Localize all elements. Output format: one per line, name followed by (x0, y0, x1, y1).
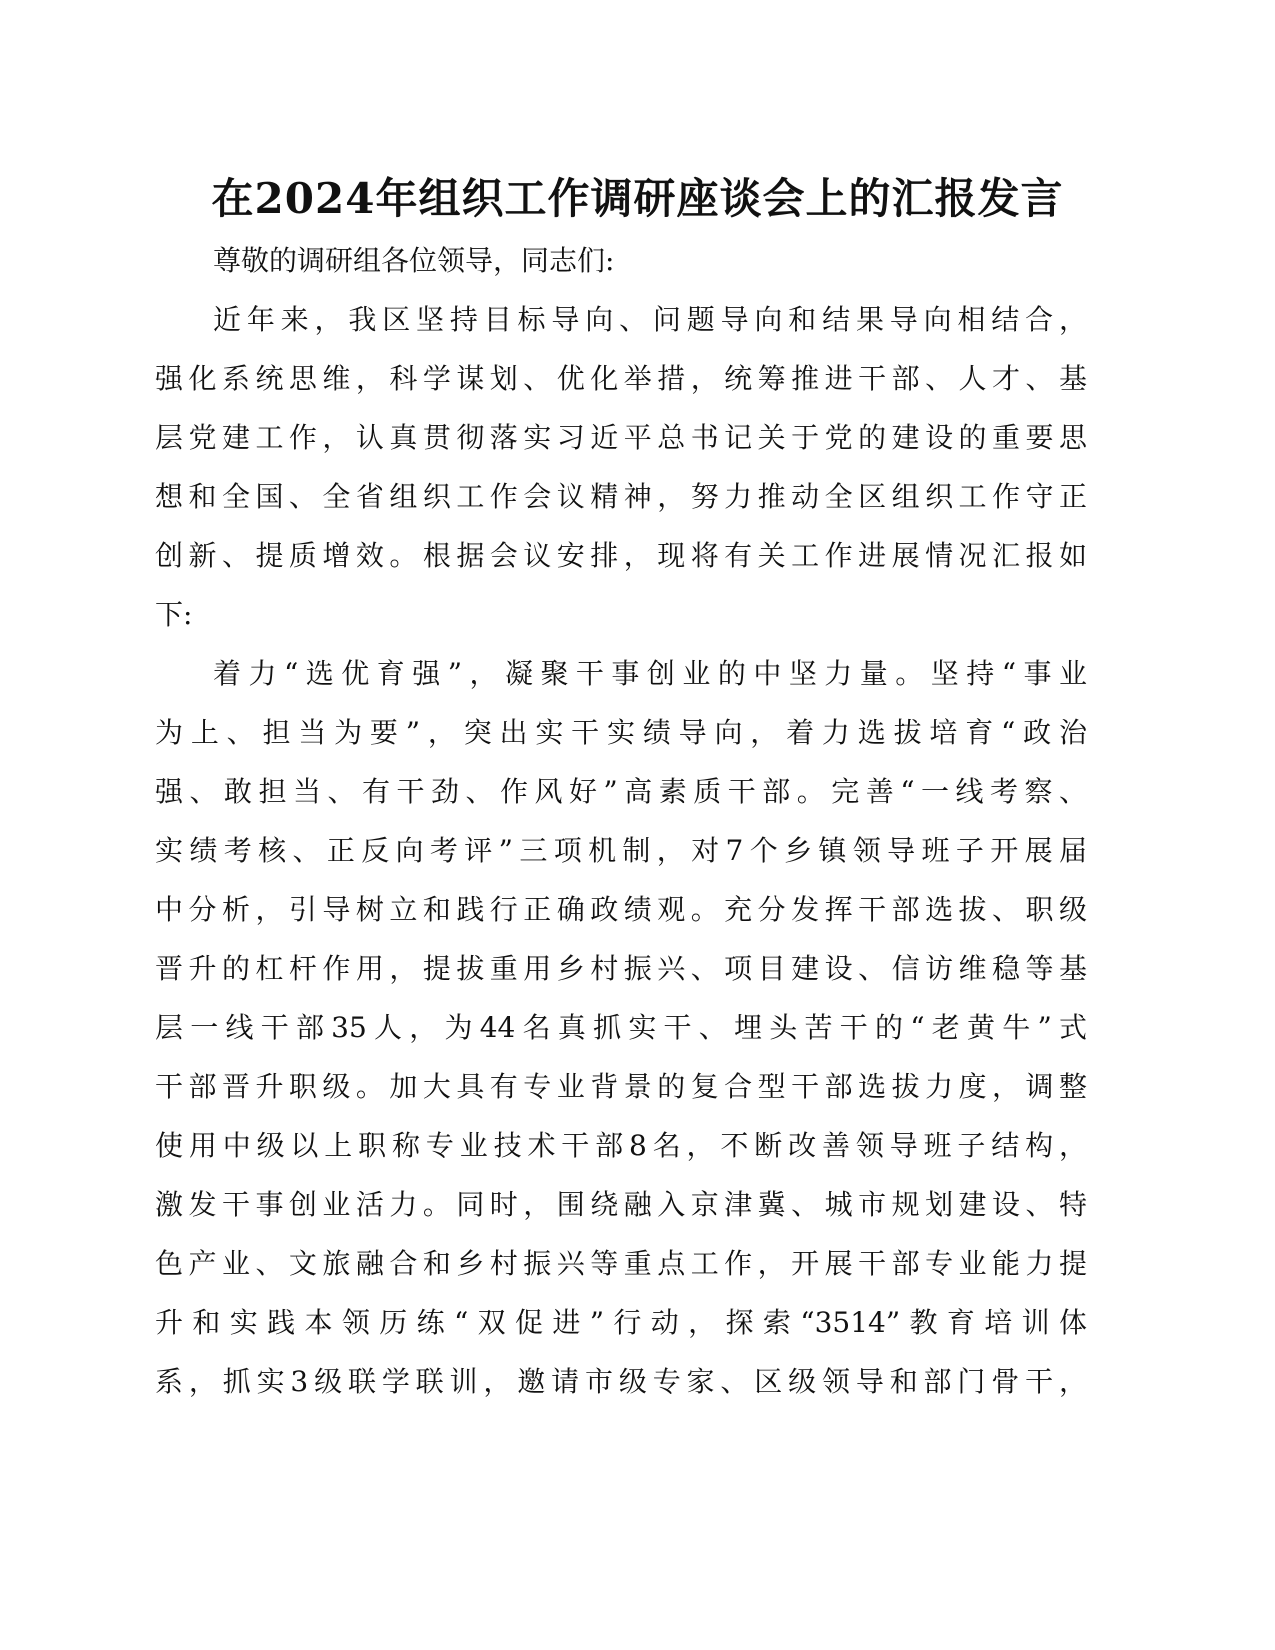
paragraph-line: 强化系统思维，科学谋划、优化举措，统筹推进干部、人才、基 (155, 362, 1087, 395)
paragraph-line: 着力“选优育强”，凝聚干事创业的中坚力量。坚持“事业 (213, 657, 1087, 690)
paragraph-line: 层一线干部35人，为44名真抓实干、埋头苦干的“老黄牛”式 (155, 1011, 1087, 1044)
paragraph-line: 升和实践本领历练“双促进”行动，探索“3514”教育培训体 (155, 1306, 1087, 1339)
paragraph-line: 实绩考核、正反向考评”三项机制，对7个乡镇领导班子开展届 (155, 834, 1087, 867)
paragraph-line: 中分析，引导树立和践行正确政绩观。充分发挥干部选拔、职级 (155, 893, 1087, 926)
paragraph-line: 系，抓实3级联学联训，邀请市级专家、区级领导和部门骨干， (155, 1365, 1087, 1398)
document-body (155, 231, 1087, 1411)
paragraph-line: 强、敢担当、有干劲、作风好”高素质干部。完善“一线考察、 (155, 775, 1087, 808)
paragraph-line: 为上、担当为要”，突出实干实绩导向，着力选拔培育“政治 (155, 716, 1087, 749)
paragraph-line: 想和全国、全省组织工作会议精神，努力推动全区组织工作守正 (155, 480, 1087, 513)
salutation-line: 尊敬的调研组各位领导，同志们: (213, 244, 615, 277)
paragraph-line: 近年来，我区坚持目标导向、问题导向和结果导向相结合， (213, 303, 1087, 336)
paragraph-line: 创新、提质增效。根据会议安排，现将有关工作进展情况汇报如 (155, 539, 1087, 572)
document-title: 在2024年组织工作调研座谈会上的汇报发言 (211, 174, 1064, 223)
paragraph-line: 干部晋升职级。加大具有专业背景的复合型干部选拔力度，调整 (155, 1070, 1087, 1103)
paragraph-line: 下: (155, 598, 193, 631)
paragraph-line: 色产业、文旅融合和乡村振兴等重点工作，开展干部专业能力提 (155, 1247, 1087, 1280)
paragraph-line: 激发干事创业活力。同时，围绕融入京津冀、城市规划建设、特 (155, 1188, 1087, 1221)
paragraph-line: 层党建工作，认真贯彻落实习近平总书记关于党的建设的重要思 (155, 421, 1087, 454)
paragraph-line: 晋升的杠杆作用，提拔重用乡村振兴、项目建设、信访维稳等基 (155, 952, 1087, 985)
paragraph-line: 使用中级以上职称专业技术干部8名，不断改善领导班子结构， (155, 1129, 1087, 1162)
